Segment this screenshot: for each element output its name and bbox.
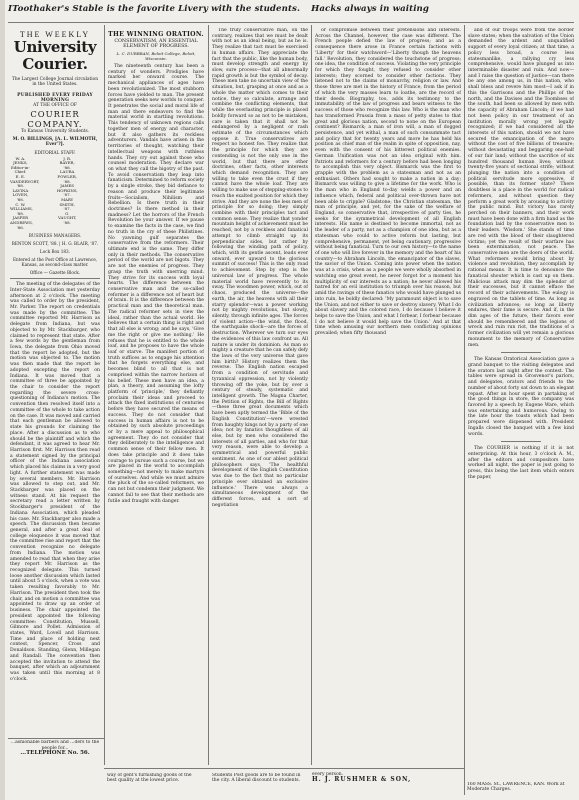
masthead-published: PUBLISHED EVERY FRIDAY MORNING	[17, 92, 93, 103]
column-2	[108, 28, 204, 765]
oration-subheading: CONSERVATISM, AN ESSENTIAL ELEMENT OF PROGRESS.	[114, 39, 198, 49]
ad-rushmer-pre: every person.	[312, 772, 344, 777]
column-4	[315, 28, 461, 770]
board-member: W. A. JENKS, Editor-in-Chief.	[10, 155, 30, 175]
ad-barbers	[10, 740, 100, 757]
oration-text-part-2: The truly conservative man, on the contrary, realizes that we must be dealt with not as an ideal being, but as he is. They realize that tact must be exercised in human affairs. They appreciate the fact that the public, like the human body, must develop strength and energy by slow, sure process—that all abnormally rapid growth is but the symbol of decay. These men take no uncertain view of the situation, but, grasping at once and as a whole the matter which comes to their notice, they so calculate, arrange and combine the conflicting elements, that while the everlasting principle is placed boldly forward so as not to be mistaken, care is taken that it shall not be endangered by a negligent or rash estimate of the circumstances which oppose it. True conservatives are respect no honest foe. They realize that the principle for which they are contending is not the only one in the world, but that there are other doctrines, other facts, other interests which demand recognition. They are willing to take even the crust if they cannot have the whole loaf. They are willing to make use of stepping-stones to reach the exalted position for which they strive. And they are none the less men of principle for so doing; they simply combine with their principles tact and common sense. They realize that yonder mountain height of achievement must be reached, not by a reckless and fanatical attempt to climb straight up its perpendicular sides, but rather by following the winding path of policy, which, with its gentle ascent, leads ever onward, ever upward to the glorious summit of success! This is the only road to achievement. Step by step is the universal law of progress. The whole material world have reverently to its sway. The woodmen power, which, out of chaos, produced the universe—the earth, the air, the heavens with all their starry splendor—was a power working not by mighty revolutions, but slowly, silently, through infinite ages. The forces of violent action—the wind, the flood, the earthquake shock—are the forces of destruction. Wherever we turn our eyes the evidences of this law confront us. All nature is under its dominion. As man so mighty a creature that he can safely defy the laws of the very universe that gave him birth? History realizes them the reverse. The English nation escaped from a condition of servitude and tyrannical oppression, not by violently throwing off the yoke, but by over a century of steady, systematic and intelligent growth. The Magna Charter, the Petition of Rights, the Bill of Rights—these three great documents which have been aptly termed the 'Bible of the English Constitution'—were wrested from haughty kings not by a party of one idea; not by fanatics thoughtless of all else, but by men who considered the interests of all parties, and who for that very reason, were able to develop a symmetrical and powerful public sentiment. As one of our ablest political philosophers says, 'The healthful development of the English Constitution was due to the fact that no particular principle ever obtained an exclusive influence.' There was always a simultaneous development of the different forces, and a sort of negotiation	[212, 28, 308, 508]
ad-furnishing-goods: way of gent's furnishing goods of the best quality at the lowest price.	[107, 773, 192, 784]
oration-text-part-1: The nineteenth century has been a century of wonders. Prodigies have marked her onward course. The mechanical appliances of ages have been revolutionized. The most stubborn forces have yielded to man. The present generation seeks new worlds to conquer. It penetrates the social and moral life of man and there endeavors to find the material world in startling revolutions. This tendency of unknown regions calls together men of energy and character, but it also gathers its reckless adventurers. Vandals have arisen in the territories of thought, watching their intellectual weapons with ruthless hands. They cry out against those who counsel moderation. They declare war on what they call the bigotry of the past. To avoid conservatism they leap into fanaticism. Determined to reform society by a single stroke, they bid defiance to reason and produce their legitimate fruits—Socialism, Nihilism and Rebellion. Is there truth in their doctrines? Is there method in their madness? Let the horrors of the French Revolution be your answer. If we pause to examine the facts in the case, we find no truth in the cry of these Philistines. No yawning gulf separates the conservative from the reformers. Their ultimate end is the same. They differ only in their methods. The conservative period of the world are not bigots. They are not the enemies of progress. They grasp the truth with unerring mind. They strive for its success with loyal hearts. The difference between the conservative man and the so-called reformer is a difference not of heart but of brain. It is the difference between the practical man and the theoretical man. The radical reformer sets in view the ideal, rather than the actual world. He believes that a certain thing is right and that all else is wrong; and he says, 'Give me the right or give me nothing.' He refuses that he is entitled to the whole loaf, and he proposes to have the whole loaf or starve. The manifest portion of truth suffices as to engage his attention that he forgets everything else, and becomes blind to all that is not comprised within the narrow horizon of his belief. These men have an idea, a plan, a theory, and assuming the lofty platform of 'principle,' they defiantly proclaim their ideas and proceed to attack the fixed institutions of centuries before they have secured the means of success. They do not consider that success in human affairs is not to be obtained by such absolute proceedings or by a mere appeal to philosophical agreement. They do not consider that they deliberately to the intelligence and common sense of their fellow men. It does take principle and it does take courage to pursue such a course, but we are placed in the world to accomplish something—not merely to make martyrs of ourselves. And while we must admire the pluck of the so-called reformers, we can not but condemn their judgment. We cannot fail to see that their methods are futile and fraught with danger.	[108, 64, 204, 504]
office-address: Office — Gazette Block.	[29, 270, 81, 276]
column-rule	[464, 25, 465, 795]
courier-note: The COURIER is nothing if it is not enterprising. At this hour, 3 o'clock A. M., after the editors and compositors have worked all night, the paper is just going to press, this being the last item which enters the paper,	[468, 446, 574, 480]
board-member: G. VAUGHT, '88.	[57, 210, 77, 225]
column-5	[468, 28, 574, 780]
business-names: BENTON SCOTT, '88. | H. G. BLAIR, '87.	[11, 241, 99, 247]
page-edge-shadow	[0, 0, 5, 800]
ad-rushmer	[312, 772, 462, 783]
column-rule	[311, 25, 312, 765]
masthead-company: COURIER COMPANY.	[27, 108, 83, 129]
column-rule	[208, 25, 209, 765]
banner-rule	[8, 22, 574, 23]
ad-mass-street: 160 MASS. St., LAWRENCE, KAN. Work at Moderate Charges.	[467, 782, 565, 793]
masthead-at-office: AT THE OFFICE OF	[33, 102, 77, 108]
convention-report: The meeting of the delegates of the Inter-State Association met yesterday afternoon at 2 o'clock. The meeting was called to order by the president, Mr. Parker. The report on credentials was made by the committee. The committee reported Mr. Harrison as delegate from Indiana, but was objected to by Mr. Stackbarger, who claimed to represent that state. After a few words by the gentleman from Iowa, the delegate from Ohio moved that the report be adopted, but the motion was objected to. The motion was then made that the report be adopted excepting the report on Indiana. It was moved that a committee of three be appointed by the chair to consider the report regarding the severe cross-questioning of Indiana's motion. The convention then resolved itself into a committee of the whole to take action on the case. It was moved and carried that each gentleman be allowed to state his grounds for claiming the place. After a discussion as to who should be the plaintiff and which the defendant, it was agreed to hear Mr. Harrison first. Mr. Harrison then read a statement signed by the principal officer of the Indiana association which placed his claims in a very good light. A further statement was made by several members. Mr. Harrison was allowed to step out, and Mr. Stackbarger was placed on the witness stand. At his request the secretary read a letter written by Stockbarger's president of the Indiana Association, which pleaded his case. Mr. Stackbarger also made a speech. The discussion then became general, and after a great deal of college eloquence it was moved that the committee rise and report that the convention recognize no delegate from Indiana. The motion was amended to read that when they arise they report Mr. Harrison as the recognized delegate. This turned loose another discussion which lasted until about 5 o'clock, when a vote was taken resulting favorably to Mr. Harrison. The president then took the chair, and on motion a committee was appointed to draw up an order of business. The chair appointed the president appointed the following committee: Constitution, Mussell, Gilmore and Pollet. Admission of states, Ward, Lovell and Harrison. Time and place of holding next contest, Spencer, Cross and Donaldson. Standing, Glenn, Millegan and Randall. The convention then accepted the invitation to attend the banquet, after which an adjournment was taken until this morning at 8 o'clock.	[10, 282, 100, 682]
ad-strip-rule	[104, 768, 464, 769]
column-3	[212, 28, 308, 770]
board-member: JASPER ANDREWS, '86.	[10, 215, 33, 230]
ad-barbers-line-1: ...ashionable barbers and ...ders to the people for...	[10, 740, 100, 751]
column-1	[10, 28, 100, 738]
business-title: BUSINESS MANAGERS.	[28, 233, 82, 239]
banner-text-2: Hacks always in waiting	[311, 4, 430, 14]
oration-heading: THE WINNING ORATION.	[108, 31, 204, 38]
board-member: MARY SMITH, '87.	[59, 196, 75, 212]
board-title: EDITORIAL STAFF.	[34, 149, 76, 155]
column-rule	[104, 25, 105, 765]
ad-box-rule	[8, 738, 104, 739]
masthead-the: THE WEEKLY	[19, 30, 91, 39]
postal-entry: Entered at the Post Office at Lawrence, Kansas, as second-class matter.	[12, 257, 98, 268]
masthead-company-for: To Kansas University Students.	[20, 128, 90, 134]
oration-text-part-4: and of our troops were from the border slave states; when the salvation of the Union demanded the ardent and unqualified support of every loyal citizen; at that time, a policy less broad, a course less statesmanlike, a rallying cry less comprehensive, would have plunged us into interminable disaster and ruin. And now—and I raise the question of justice—can there be any one among us, in this nation, who shall bless and revere him most—I ask if in this the Garrisons and the Phillips of the north, and the Davises and the Toombses of the south, had been so allowed by men with the capacity of Abraham Lincoln; if we had not been policy in our treatment of an institution morally wrong yet legally recognized; if we had considered all the interests of this nation, should we not have secured the emancipation of the negro without the cost of five billions of treasure; without devastating and beggaring one-half of our fair land; without the sacrifice of six hundred thousand human lives; without twenty-five years of sectional strife; without plunging the nation into a condition of political servitude more oppressive, if possible, than its former state? There doubtless is a place in the world for radical reformers, and without question they perform a great work by arousing to activity the public mind. But victory has rarely perched on their banners, and their work must have been done with a firm hand as the foundation laid by the conservative men to their leaders. 'Wisdom.' She stands of time are red with the blood of their slaughtered victims; yet the result of their warfare has been extermination, not peace. The conservative men are the doers of the world. What reformers would bring about by violence and revolution, they accomplish by rational means. It is time to denounce the fanatical shouter which is cast up on them. Malicious attack may dim the splendor of their successes, but it cannot efface the record of their achievements. The eulogy is engraved on the tablets of time. As long as civilization advances; so long as liberty endures, their fame is secure. And if, in the dim ages of the future, their favors ever should be remembered and the legions of wreck and ruin run riot, the traditions of a former civilization will yet remain a glorious monument to the memory of Conservative men.	[468, 28, 574, 348]
oration-text-part-3: or compromise between their pretensions and interests. Across the Channel, however, the case was different. The French people defied the law of progress; and as a consequence there arose in France certain factions with 'Liberty' for their watchword—'Liberty though the heavens fall.' Revolution, they considered the touchstone of progress; one idea, the condition of success. Violating the very principle for which they fought, they refused to consider other interests; they scorned to consider other factions. They listened not to the claims of monarchy, religion or law. And those three are met in the history of France, from the period of which the very masses learn to loathe, are the record of their deeds. Biography, too, adds its testimony to the immutability of the law of progress and bears witness to the success of those who recognize this law. Who is the man who has transformed Prussia from a mass of petty states to that great and glorious nation, second to none on the European continent? Bismarck; a man of iron will, a man of dogged persistence, and yet withal, a man of such consummate tact and policy that for twenty years and more he has held his position as chief man of the realm in spite of opposition, nay, even with the consent of his bitterest political enemies. German Unification was not an idea original with him. Patriots and reformers for a century before had been longing to accomplish this very object. Bismarck was the first to grapple with the problem as a statesman and not as an enthusiast. Others had sought to make a nation in a day; Bismarck was willing to give a lifetime for the work. Who is the man who in England to-day wields a power and an influence which, federal and political over-thrown have not been able to cripple? Gladstone; the Christian statesman, the man of principle, and yet, for the sake of the welfare of England, so conservative that, irrespective of party ties, he seeks for the symmetrical development of all English interests. His name is destined to become immortal, not as the leader of a party, not as a champion of one idea, but as a statesman who could to active reform but lasting, but comprehensive, permanent, yet being cautionary, progressive without being fanatical. Turn to our own history—to the name of one who will live forever in the memory and the heart of his country—to Abraham Lincoln, the emancipator of the slaves, the savior of the Union. Coming into power when the nation was at a crisis, when as a people we were wholly absorbed in watching one great event, he never forgot for a moment his multiplicity of our interests as a nation; he never allowed his hatred for an evil institution to triumph over his reason, but amid the ravings of these fanatics who would have plunged us into ruin, he boldly declared: 'My paramount object is to save the Union, and not either to save or destroy slavery. What I do about slavery and the colored race, I do because I believe it helps to save the Union, and what I forbear, I forbear because I do not believe it would help save the Union.' And at that time when amusing our northern men conflicting opinions prevailed; when fifty thousand	[315, 28, 461, 337]
business-address: Lock Box 183.	[39, 249, 71, 255]
masthead-subtitle: The Largest College Journal circulation in the United States.	[11, 77, 99, 88]
board-member: E. E. VANDERVORT, '88.	[10, 173, 40, 189]
banner-text-1: IToothaker's Stable is the favorite Livery with the students.	[8, 4, 301, 14]
board-member: LAVINA LOVEN, '88.	[12, 187, 29, 202]
section-rule	[501, 352, 541, 353]
ad-barbers-telephone: ...TELEPHONE No. 56.	[20, 750, 90, 756]
top-banner	[8, 4, 574, 22]
board-member: LAURA FOWLER, '88.	[57, 169, 77, 184]
ad-students-goods: Students Post goods are to be found in the city. A liberal discount to students.	[212, 773, 301, 784]
board-right	[57, 157, 100, 231]
section-rule	[501, 441, 541, 442]
board-member: C. W. WILLIAMS, '88.	[10, 201, 33, 216]
ad-rushmer-firm: H. J. RUSHMER & SON,	[312, 776, 412, 783]
board-member: JAMES HOPKINS, '87.	[56, 183, 78, 198]
masthead-title: University Courier.	[13, 38, 97, 73]
masthead	[10, 30, 100, 275]
board-left	[10, 157, 53, 231]
board-member: J. R. BAYER, '86.	[59, 155, 75, 170]
banquet-report: The Kansas Oratorical Association gave a grand banquet to the visiting delegates and the orators last night after the contest. The tables were spread in Grosvenor's parlors, and delegates, orators and friends to the number of about forty sat down to an elegant repast. After an hour spent in partaking of the good things in store, the company was favored by a speech by Eugene Ware, which was entertaining and humorous. Owing to the late hour the toasts which had been prepared were dispensed with. President Ingalls closed the banquet with a few kind words.	[468, 357, 574, 437]
oration-byline: L. C. DURBRAN, Beloit College, Beloit, Wisconsin.	[116, 51, 196, 61]
masthead-editors: M. O. BILLINGS, [A. L. WILMOTH, Ever'?].	[12, 136, 98, 147]
masthead-rule	[10, 278, 100, 279]
editorial-board	[10, 157, 100, 231]
